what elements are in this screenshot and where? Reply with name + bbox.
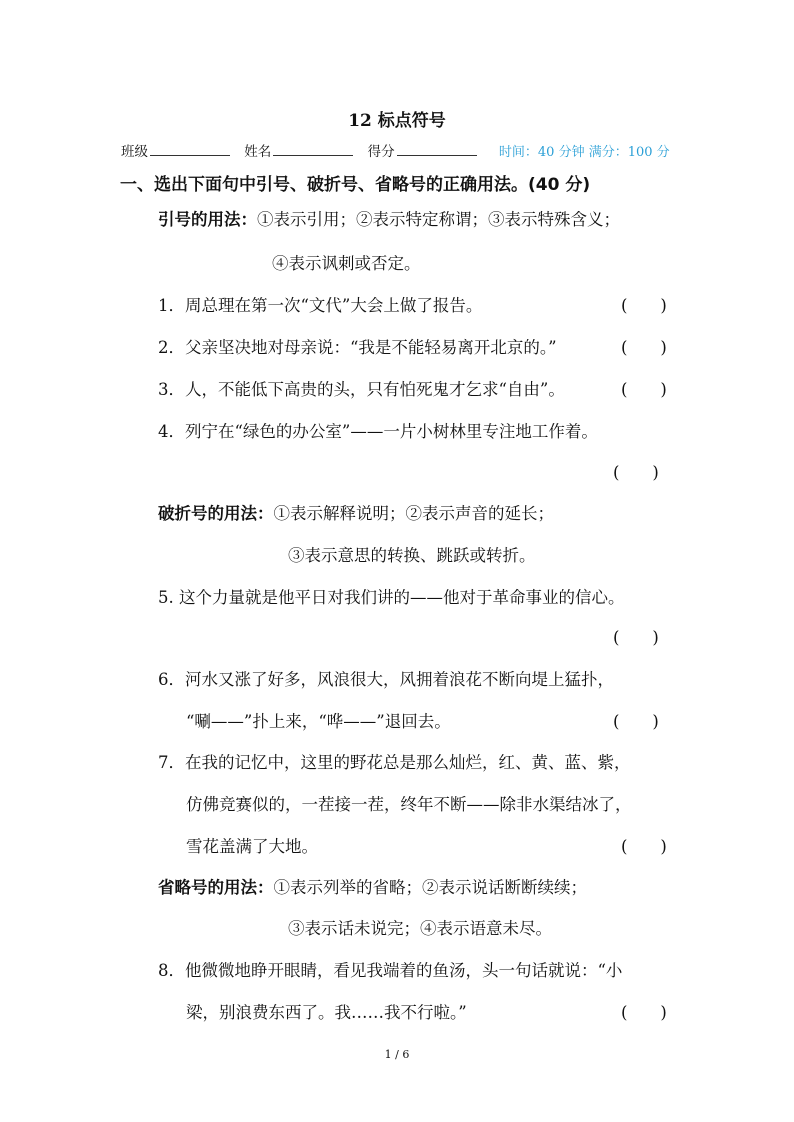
score-blank[interactable] <box>397 143 477 156</box>
answer-paren-8[interactable]: ( ) <box>621 1003 667 1022</box>
dash-usage-text: ①表示解释说明；②表示声音的延长； <box>273 504 554 523</box>
info-line <box>121 140 681 160</box>
answer-paren-6[interactable]: ( ) <box>613 712 659 731</box>
page-title: 12 标点符号 <box>348 111 446 131</box>
ellipsis-usage-line2: ③表示话未说完；④表示语意未尽。 <box>288 919 552 938</box>
ellipsis-usage-lead: 省略号的用法： <box>158 878 274 897</box>
dash-usage-line2: ③表示意思的转换、跳跃或转折。 <box>288 546 536 565</box>
question-7-line1: 7．在我的记忆中，这里的野花总是那么灿烂，红、黄、蓝、紫， <box>158 753 631 772</box>
answer-paren-2[interactable]: ( ) <box>621 338 667 357</box>
name-blank[interactable] <box>273 143 353 156</box>
quote-usage-line2: ④表示讽刺或否定。 <box>272 254 421 273</box>
answer-paren-1[interactable]: ( ) <box>621 296 667 315</box>
class-blank[interactable] <box>150 143 230 156</box>
question-4: 4．列宁在“绿色的办公室”——一片小树林里专注地工作着。 <box>158 422 598 441</box>
score-label: 得分 <box>367 144 395 160</box>
question-7-line3: 雪花盖满了大地。 <box>186 837 318 856</box>
question-3: 3．人，不能低下高贵的头，只有怕死鬼才乞求“自由”。 <box>158 380 565 399</box>
answer-paren-5[interactable]: ( ) <box>613 628 659 647</box>
quote-usage-lead: 引号的用法： <box>158 210 257 229</box>
answer-paren-3[interactable]: ( ) <box>621 380 667 399</box>
question-6-line2: “唰——”扑上来，“哗——”退回去。 <box>186 712 451 731</box>
question-7-line2: 仿佛竞赛似的，一茬接一茬，终年不断——除非水渠结冰了， <box>186 795 632 814</box>
question-8-line1: 8．他微微地睁开眼睛，看见我端着的鱼汤，头一句话就说：“小 <box>158 961 623 980</box>
question-8-line2: 梁，别浪费东西了。我……我不行啦。” <box>186 1003 467 1022</box>
ellipsis-usage-line1 <box>158 880 587 897</box>
ellipsis-usage-text: ①表示列举的省略；②表示说话断断续续； <box>273 878 587 897</box>
section-title: 一、选出下面句中引号、破折号、省略号的正确用法。(40 分) <box>120 175 591 195</box>
time-info: 时间：40 分钟 满分：100 分 <box>498 145 670 160</box>
name-label: 姓名 <box>244 144 272 160</box>
answer-paren-7[interactable]: ( ) <box>621 837 667 856</box>
dash-usage-lead: 破折号的用法： <box>158 504 274 523</box>
quote-usage-line1 <box>158 212 620 229</box>
question-2: 2．父亲坚决地对母亲说：“我是不能轻易离开北京的。” <box>158 338 557 357</box>
question-1: 1．周总理在第一次“文代”大会上做了报告。 <box>158 296 483 315</box>
page-number: 1 / 6 <box>384 1048 410 1061</box>
question-6-line1: 6．河水又涨了好多，风浪很大，风拥着浪花不断向堤上猛扑， <box>158 670 614 689</box>
answer-paren-4[interactable]: ( ) <box>613 463 659 482</box>
class-label: 班级 <box>121 144 148 160</box>
question-5: 5. 这个力量就是他平日对我们讲的——他对于革命事业的信心。 <box>158 588 625 607</box>
quote-usage-text: ①表示引用；②表示特定称谓；③表示特殊含义； <box>257 210 620 229</box>
dash-usage-line1 <box>158 506 554 523</box>
